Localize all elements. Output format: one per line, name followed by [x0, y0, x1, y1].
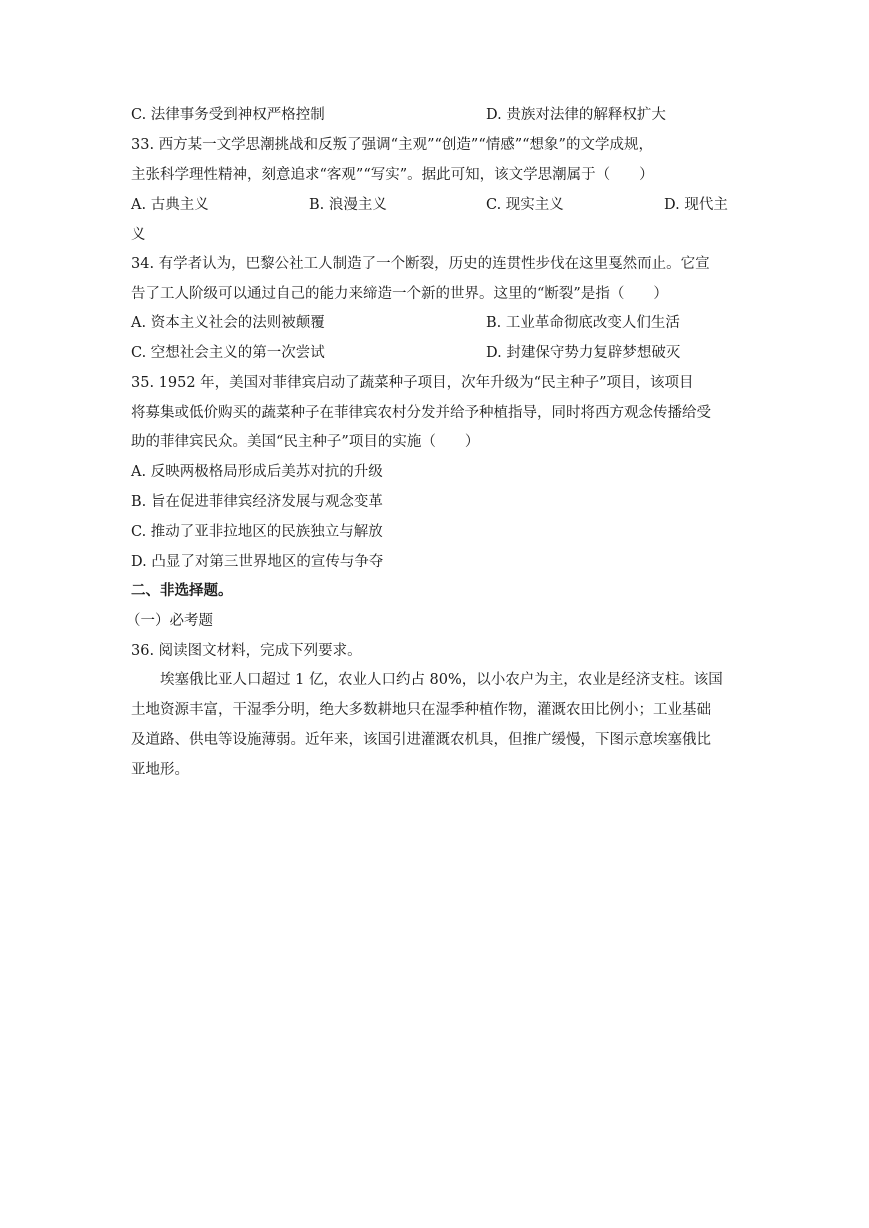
q33-option-c: C. 现实主义	[486, 197, 564, 213]
q36-material-line4: 亚地形。	[131, 762, 189, 778]
q33-option-b: B. 浪漫主义	[309, 197, 387, 213]
q32-option-c: C. 法律事务受到神权严格控制	[131, 107, 325, 123]
q33-stem-line1: 33. 西方某一文学思潮挑战和反叛了强调“主观”“创造”“情感”“想象”的文学成规，	[131, 137, 653, 153]
q34-stem-line2: 告了工人阶级可以通过自己的能力来缔造一个新的世界。这里的“断裂”是指（ ）	[131, 286, 668, 302]
q35-stem-line1: 35. 1952 年，美国对菲律宾启动了蔬菜种子项目，次年升级为“民主种子”项目，该项目	[131, 375, 694, 391]
section-heading: 二、非选择题。	[131, 582, 233, 599]
q35-option-d: D. 凸显了对第三世界地区的宣传与争夺	[131, 554, 384, 570]
q34-option-c: C. 空想社会主义的第一次尝试	[131, 345, 325, 361]
q36-material-line3: 及道路、供电等设施薄弱。近年来，该国引进灌溉农机具，但推广缓慢，下图示意埃塞俄比	[131, 732, 711, 748]
q35-option-c: C. 推动了亚非拉地区的民族独立与解放	[131, 524, 383, 540]
q33-option-d: D. 现代主	[664, 197, 728, 213]
q33-option-a: A. 古典主义	[131, 197, 209, 213]
section-subheading: （一）必考题	[126, 613, 213, 629]
q32-option-d: D. 贵族对法律的解释权扩大	[486, 107, 666, 123]
q35-option-a: A. 反映两极格局形成后美苏对抗的升级	[131, 464, 383, 480]
q35-stem-line3: 助的菲律宾民众。美国“民主种子”项目的实施（ ）	[131, 434, 480, 450]
q36-material-line2: 土地资源丰富，干湿季分明，绝大多数耕地只在湿季种植作物，灌溉农田比例小；工业基础	[131, 702, 711, 718]
q33-option-d-continued: 义	[131, 227, 146, 243]
q34-stem-line1: 34. 有学者认为，巴黎公社工人制造了一个断裂，历史的连贯性步伐在这里戛然而止。它宣	[131, 256, 710, 272]
q33-stem-line2: 主张科学理性精神，刻意追求“客观”“写实”。据此可知，该文学思潮属于（ ）	[131, 167, 654, 183]
q35-option-b: B. 旨在促进菲律宾经济发展与观念变革	[131, 494, 383, 510]
q36-stem: 36. 阅读图文材料，完成下列要求。	[131, 643, 362, 659]
q36-material-line1: 埃塞俄比亚人口超过 1 亿，农业人口约占 80%，以小农户为主，农业是经济支柱。该国	[160, 672, 723, 688]
q34-option-d: D. 封建保守势力复辟梦想破灭	[486, 345, 681, 361]
q34-option-b: B. 工业革命彻底改变人们生活	[486, 315, 680, 331]
q34-option-a: A. 资本主义社会的法则被颠覆	[131, 315, 325, 331]
q35-stem-line2: 将募集或低价购买的蔬菜种子在菲律宾农村分发并给予种植指导，同时将西方观念传播给受	[131, 405, 711, 421]
